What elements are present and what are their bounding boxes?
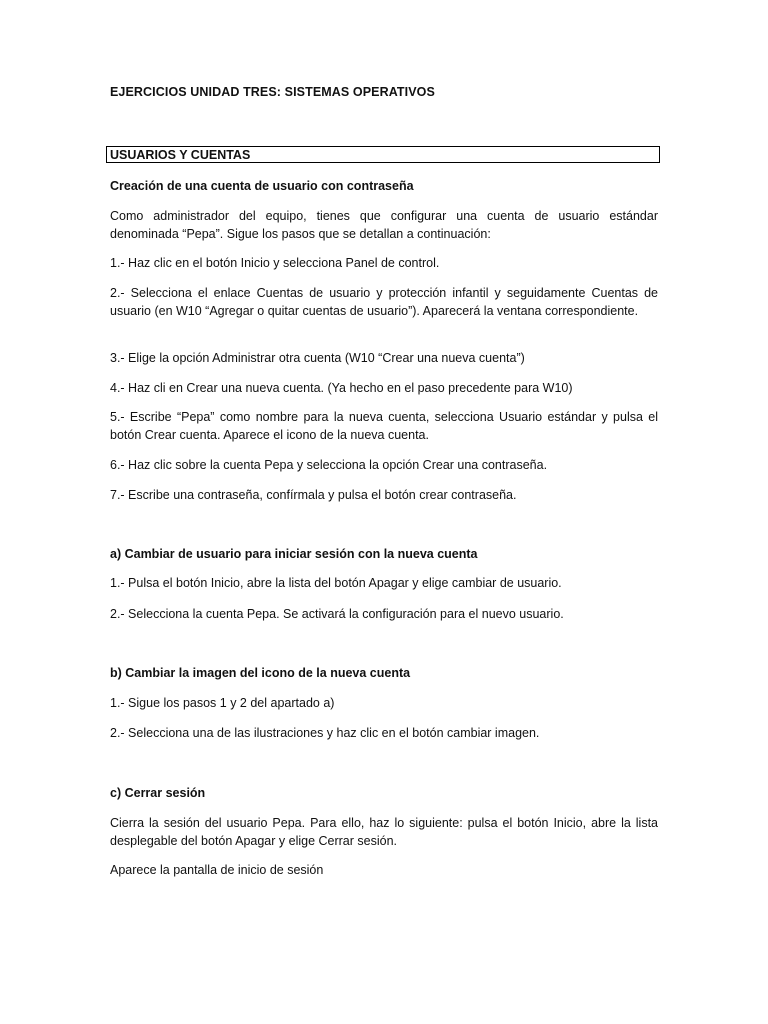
part-b-heading: b) Cambiar la imagen del icono de la nueva cuenta	[110, 666, 411, 680]
part1-step-1: 1.- Haz clic en el botón Inicio y selecciona Panel de control.	[110, 256, 440, 270]
part-a-step-2: 2.- Selecciona la cuenta Pepa. Se activará la configuración para el nuevo usuario.	[110, 607, 564, 621]
part-b-step-2: 2.- Selecciona una de las ilustraciones y haz clic en el botón cambiar imagen.	[110, 726, 540, 740]
section-header-box: USUARIOS Y CUENTAS	[106, 146, 660, 163]
part1-step-5: 5.- Escribe “Pepa” como nombre para la nueva cuenta, selecciona Usuario estándar y pulsa el botón Crear cuenta. Aparece el icono de la nueva cuenta.	[110, 410, 658, 442]
part1-step-4: 4.- Haz cli en Crear una nueva cuenta. (Ya hecho en el paso precedente para W10)	[110, 381, 573, 395]
part1-heading: Creación de una cuenta de usuario con contraseña	[110, 179, 414, 193]
part1-step-7: 7.- Escribe una contraseña, confírmala y pulsa el botón crear contraseña.	[110, 488, 517, 502]
part1-step-6: 6.- Haz clic sobre la cuenta Pepa y selecciona la opción Crear una contraseña.	[110, 458, 548, 472]
part-a-heading: a) Cambiar de usuario para iniciar sesión con la nueva cuenta	[110, 547, 478, 561]
document-title: EJERCICIOS UNIDAD TRES: SISTEMAS OPERATIVOS	[110, 85, 435, 99]
part1-step-3: 3.- Elige la opción Administrar otra cuenta (W10 “Crear una nueva cuenta”)	[110, 351, 525, 365]
part-c-paragraph-2: Aparece la pantalla de inicio de sesión	[110, 863, 324, 877]
part1-intro-paragraph: Como administrador del equipo, tienes que configurar una cuenta de usuario estándar denominada “Pepa”. Sigue los pasos que se detallan a continuación:	[110, 209, 658, 241]
part1-step-2: 2.- Selecciona el enlace Cuentas de usuario y protección infantil y seguidamente Cuentas de usuario (en W10 “Agregar o quitar cuentas de usuario”). Aparecerá la ventana correspondiente.	[110, 286, 658, 318]
part-b-step-1: 1.- Sigue los pasos 1 y 2 del apartado a)	[110, 696, 335, 710]
part-c-paragraph-1: Cierra la sesión del usuario Pepa. Para ello, haz lo siguiente: pulsa el botón Inicio, abre la lista desplegable del botón Apagar y elige Cerrar sesión.	[110, 816, 658, 848]
part-a-step-1: 1.- Pulsa el botón Inicio, abre la lista del botón Apagar y elige cambiar de usuario.	[110, 576, 562, 590]
part-c-heading: c) Cerrar sesión	[110, 786, 206, 800]
